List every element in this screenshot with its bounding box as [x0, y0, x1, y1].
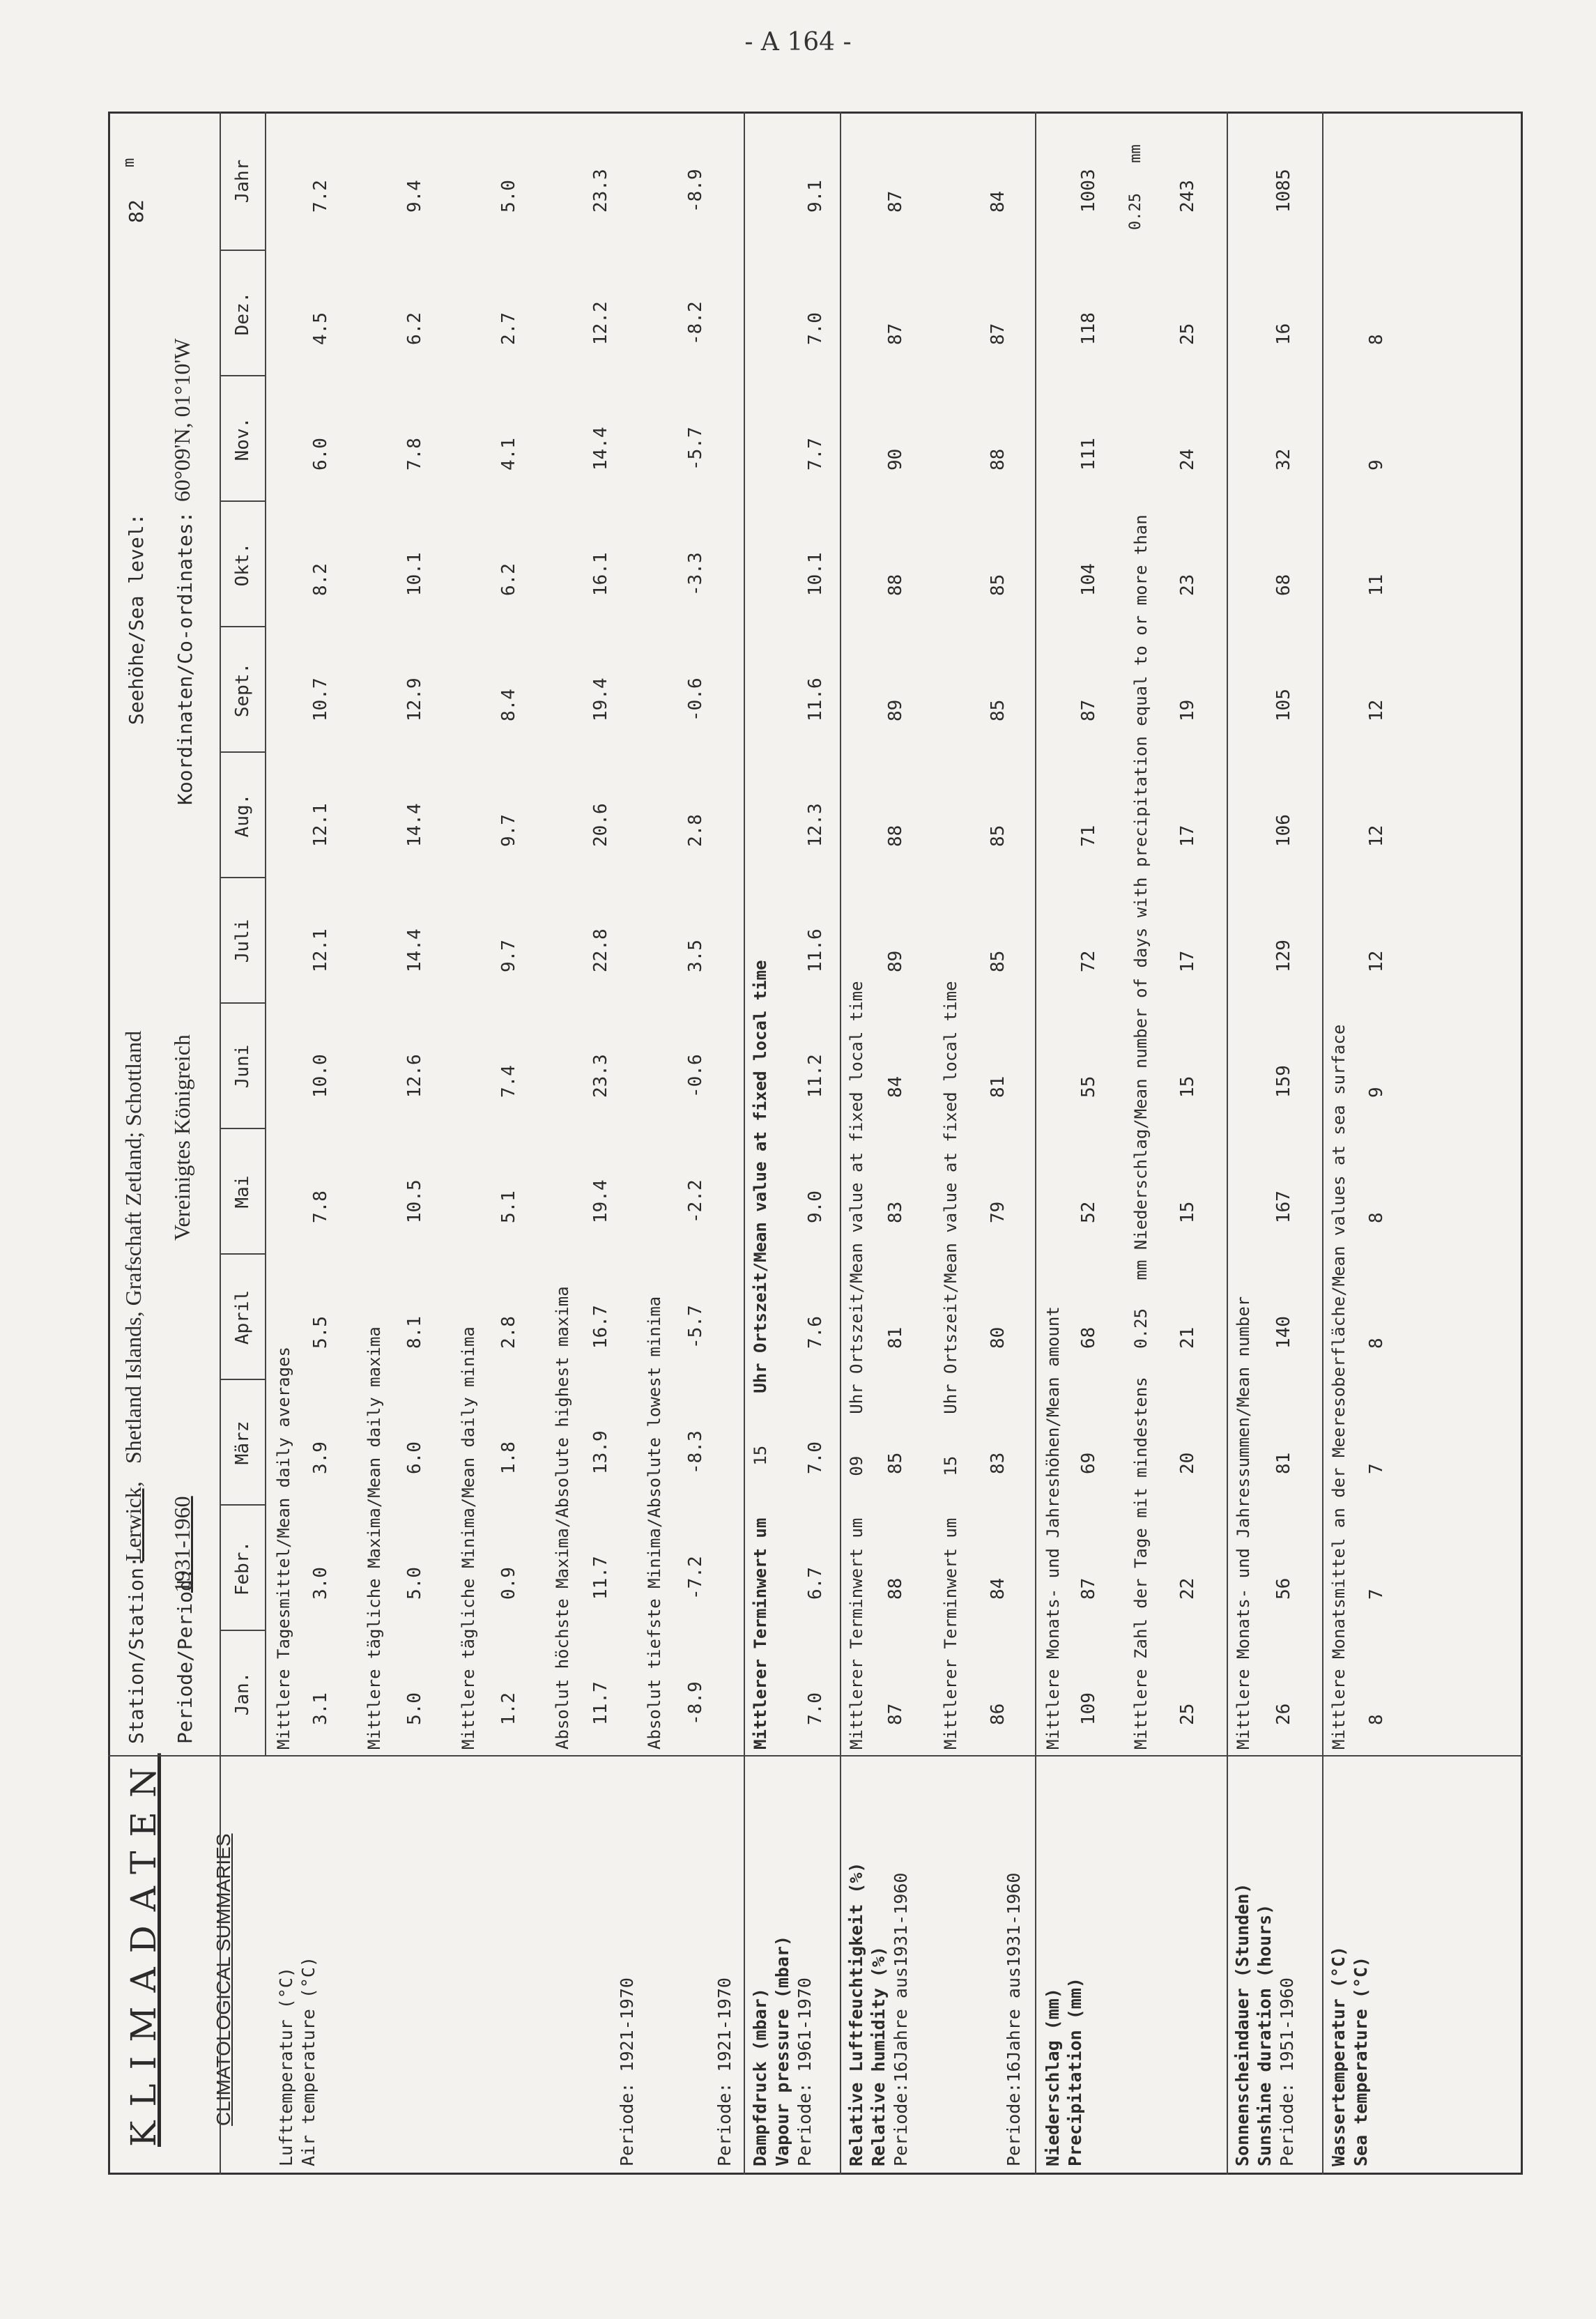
value-cell: 7	[1366, 1463, 1387, 1474]
value-cell: 11.7	[590, 1556, 611, 1600]
value-cell: 12	[1366, 699, 1387, 721]
value-cell: 7	[1366, 1589, 1387, 1600]
value-cell: 7.6	[805, 1316, 826, 1349]
month-dec: Dez.	[232, 291, 253, 336]
month-feb: Febr.	[232, 1540, 253, 1596]
sea-level-label: Seehöhe/Sea level:	[125, 513, 148, 725]
value-cell: 9	[1366, 1087, 1387, 1098]
climate-table-sheet	[108, 112, 1523, 2175]
value-cell: 159	[1273, 1065, 1294, 1098]
value-cell: 1085	[1273, 169, 1294, 213]
value-cell: 7.4	[498, 1065, 519, 1098]
value-cell: 16	[1273, 323, 1294, 345]
value-cell: 5.0	[404, 1692, 425, 1725]
humidity-title-b: Uhr Ortszeit/Mean value at fixed local time	[941, 981, 960, 1414]
humidity-title-15	[941, 981, 960, 1750]
country: Vereinigtes Königreich	[169, 1034, 194, 1241]
humidity-label	[845, 1862, 912, 2167]
value-cell: 21	[1177, 1326, 1198, 1349]
value-cell: 10.7	[310, 678, 331, 721]
value-cell: 118	[1078, 312, 1099, 345]
humidity-title-a: Mittlerer Terminwert um	[847, 1517, 866, 1750]
vapour-label-de: Dampfdruck (mbar)	[750, 1988, 770, 2166]
month-divider	[220, 1630, 265, 1631]
value-cell: 4.5	[310, 312, 331, 345]
value-cell: 10.5	[404, 1179, 425, 1223]
month-divider	[220, 1379, 265, 1380]
month-jan: Jan.	[232, 1671, 253, 1716]
humidity-title-b: Uhr Ortszeit/Mean value at fixed local time	[847, 981, 866, 1414]
value-cell: 15	[1177, 1076, 1198, 1098]
value-cell: -0.6	[685, 678, 706, 721]
value-cell: 19	[1177, 699, 1198, 721]
precip-days-title-b: mm Niederschlag/Mean number of days with precipitation equal to or more than	[1131, 514, 1151, 1280]
value-cell: 55	[1078, 1076, 1099, 1098]
month-divider	[220, 1253, 265, 1255]
value-cell: 6.0	[404, 1441, 425, 1474]
value-cell: 12.2	[590, 301, 611, 345]
value-cell: 22.8	[590, 928, 611, 972]
value-cell: 11.7	[590, 1681, 611, 1725]
row-values-abs-max	[590, 143, 614, 1753]
value-cell: 243	[1177, 180, 1198, 213]
month-apr: April	[232, 1289, 253, 1345]
sea-title: Mittlere Monatsmittel an der Meeresoberfläche/Mean values at sea surface	[1329, 1024, 1349, 1750]
value-cell: 80	[988, 1326, 1008, 1349]
month-may: Mai	[232, 1175, 253, 1209]
month-divider	[220, 751, 265, 753]
value-cell: 13.9	[590, 1430, 611, 1474]
precip-threshold-2-unit: mm	[1127, 144, 1144, 163]
value-cell: 6.2	[404, 312, 425, 345]
month-jul: Juli	[232, 919, 253, 963]
value-cell: 87	[988, 323, 1008, 345]
value-cell: -2.2	[685, 1179, 706, 1223]
coordinates-label: Koordinaten/Co-ordinates:	[174, 511, 197, 805]
precip-days-threshold-2	[1127, 144, 1144, 230]
value-cell: 5.5	[310, 1316, 331, 1349]
value-cell: 17	[1177, 950, 1198, 972]
section-divider	[744, 112, 745, 2175]
month-year: Jahr	[232, 159, 253, 204]
row-values-daily-max	[404, 143, 428, 1753]
row-title-mean-daily: Mittlere Tagesmittel/Mean daily averages	[274, 1347, 293, 1750]
row-title-daily-min: Mittlere tägliche Minima/Mean daily minima	[459, 1326, 478, 1750]
temp-period-abs-min: Periode: 1921-1970	[714, 1977, 735, 2166]
temp-period-abs-max: Periode: 1921-1970	[617, 1977, 637, 2166]
value-cell: 2.7	[498, 312, 519, 345]
vapour-title-a: Mittlerer Terminwert um	[751, 1517, 770, 1750]
sunshine-label	[1231, 1883, 1298, 2166]
value-cell: 106	[1273, 814, 1294, 847]
humidity-hour: 09	[847, 1455, 866, 1476]
value-cell: 105	[1273, 689, 1294, 721]
value-cell: 87	[885, 1703, 906, 1725]
month-divider	[220, 626, 265, 627]
value-cell: 20	[1177, 1452, 1198, 1474]
section-divider	[1322, 112, 1323, 2175]
value-cell: 81	[1273, 1452, 1294, 1474]
precip-threshold-2-value: 0.25	[1127, 193, 1144, 230]
value-cell: 52	[1078, 1201, 1099, 1223]
value-cell: 11.6	[805, 928, 826, 972]
value-cell: 8	[1366, 1338, 1387, 1349]
value-cell: 6.2	[498, 563, 519, 596]
value-cell: 1003	[1078, 169, 1099, 213]
value-cell: 81	[988, 1076, 1008, 1098]
value-cell: -8.3	[685, 1430, 706, 1474]
value-cell: 32	[1273, 448, 1294, 470]
value-cell: 25	[1177, 1703, 1198, 1725]
month-divider	[220, 375, 265, 376]
value-cell: 3.0	[310, 1567, 331, 1600]
value-cell: 83	[988, 1452, 1008, 1474]
value-cell: 89	[885, 950, 906, 972]
value-cell: 104	[1078, 563, 1099, 596]
value-cell: 109	[1078, 1692, 1099, 1725]
value-cell: 9.1	[805, 180, 826, 213]
value-cell: 12	[1366, 950, 1387, 972]
page-subtitle: CLIMATOLOGICAL SUMMARIES	[213, 1833, 234, 2126]
month-nov: Nov.	[232, 417, 253, 461]
value-cell: -8.9	[685, 1681, 706, 1725]
value-cell: -8.9	[685, 169, 706, 213]
precip-days-threshold: 0.25	[1131, 1308, 1151, 1349]
row-values-abs-min	[685, 143, 709, 1753]
value-cell: 85	[988, 950, 1008, 972]
value-cell: 16.1	[590, 552, 611, 596]
section-divider	[1227, 112, 1228, 2175]
value-cell: 23	[1177, 574, 1198, 596]
month-divider	[220, 1002, 265, 1004]
sea-level-unit: m	[121, 158, 138, 167]
value-cell: 68	[1273, 574, 1294, 596]
value-cell: 7.8	[310, 1191, 331, 1223]
value-cell: -7.2	[685, 1556, 706, 1600]
value-cell: 71	[1078, 825, 1099, 847]
sea-label-en: Sea temperature (°C)	[1351, 1956, 1371, 2166]
value-cell: 8.4	[498, 689, 519, 721]
value-cell: 88	[885, 574, 906, 596]
row-values-sea	[1366, 143, 1390, 1753]
row-title-daily-max: Mittlere tägliche Maxima/Mean daily maxima	[365, 1326, 384, 1750]
value-cell: 7.0	[805, 1441, 826, 1474]
value-cell: 23.3	[590, 169, 611, 213]
value-cell: 1.8	[498, 1441, 519, 1474]
value-cell: 6.7	[805, 1567, 826, 1600]
humidity-title-09	[847, 981, 866, 1750]
value-cell: 68	[1078, 1326, 1099, 1349]
vapour-title	[751, 960, 770, 1750]
sunshine-label-de: Sonnenscheindauer (Stunden)	[1232, 1883, 1252, 2166]
value-cell: 5.0	[498, 180, 519, 213]
value-cell: 24	[1177, 448, 1198, 470]
row-values-vapour	[805, 143, 829, 1753]
sunshine-title: Mittlere Monats- und Jahressummen/Mean number	[1234, 1296, 1253, 1750]
value-cell: 22	[1177, 1577, 1198, 1600]
precip-label-en: Precipitation (mm)	[1065, 1977, 1085, 2166]
value-cell: 83	[885, 1201, 906, 1223]
vapour-hour: 15	[751, 1445, 770, 1466]
value-cell: 14.4	[404, 803, 425, 847]
value-cell: 84	[988, 1577, 1008, 1600]
value-cell: 129	[1273, 940, 1294, 972]
section-divider	[1035, 112, 1036, 2175]
value-cell: 12	[1366, 825, 1387, 847]
month-oct: Okt.	[232, 542, 253, 587]
value-cell: 14.4	[590, 427, 611, 470]
temp-label-de: Lufttemperatur (°C)	[276, 1967, 296, 2166]
value-cell: 2.8	[498, 1316, 519, 1349]
row-title-abs-max: Absolut höchste Maxima/Absolute highest maxima	[553, 1286, 572, 1750]
row-values-mean-daily	[310, 143, 334, 1753]
value-cell: -0.6	[685, 1054, 706, 1098]
value-cell: 69	[1078, 1452, 1099, 1474]
value-cell: 12.6	[404, 1054, 425, 1098]
value-cell: 9.7	[498, 940, 519, 972]
precip-days-title	[1131, 514, 1151, 1750]
value-cell: 15	[1177, 1201, 1198, 1223]
value-cell: 87	[1078, 699, 1099, 721]
value-cell: 7.0	[805, 1692, 826, 1725]
humidity-period-1: Periode:16Jahre aus1931-1960	[891, 1872, 911, 2166]
value-cell: 12.9	[404, 678, 425, 721]
vapour-title-b: Uhr Ortszeit/Mean value at fixed local time	[751, 960, 770, 1393]
value-cell: 3.5	[685, 940, 706, 972]
value-cell: 87	[885, 190, 906, 213]
month-divider	[220, 1504, 265, 1506]
value-cell: -8.2	[685, 301, 706, 345]
value-cell: 19.4	[590, 678, 611, 721]
humidity-period-2: Periode:16Jahre aus1931-1960	[1004, 1872, 1024, 2166]
value-cell: 85	[885, 1452, 906, 1474]
vapour-label-en: Vapour pressure (mbar)	[772, 1935, 792, 2166]
value-cell: 8	[1366, 1714, 1387, 1725]
value-cell: 88	[885, 1577, 906, 1600]
value-cell: 89	[885, 699, 906, 721]
row-title-abs-min: Absolut tiefste Minima/Absolute lowest minima	[645, 1296, 664, 1750]
vapour-period: Periode: 1961-1970	[795, 1977, 815, 2166]
value-cell: 8.2	[310, 563, 331, 596]
value-cell: 7.8	[404, 438, 425, 470]
value-cell: 1.2	[498, 1692, 519, 1725]
month-jun: Juni	[232, 1044, 253, 1089]
precip-amount-title: Mittlere Monats- und Jahreshöhen/Mean amount	[1043, 1306, 1063, 1750]
value-cell: 25	[1177, 323, 1198, 345]
row-values-humidity-15	[988, 143, 1011, 1753]
value-cell: 8	[1366, 334, 1387, 345]
month-divider	[220, 877, 265, 878]
label-column-divider	[108, 1755, 1523, 1757]
value-cell: 88	[885, 825, 906, 847]
value-cell: 5.0	[404, 1567, 425, 1600]
value-cell: 4.1	[498, 438, 519, 470]
value-cell: 8	[1366, 1212, 1387, 1223]
sunshine-period: Periode: 1951-1960	[1277, 1977, 1297, 2166]
value-cell: 19.4	[590, 1179, 611, 1223]
value-cell: 90	[885, 448, 906, 470]
value-cell: 9	[1366, 459, 1387, 470]
value-cell: 9.7	[498, 814, 519, 847]
value-cell: 84	[885, 1076, 906, 1098]
value-cell: 111	[1078, 438, 1099, 470]
sea-label-de: Wassertemperatur (°C)	[1328, 1945, 1349, 2166]
humidity-hour: 15	[941, 1455, 960, 1476]
value-cell: 20.6	[590, 803, 611, 847]
month-mar: März	[232, 1421, 253, 1465]
value-cell: -5.7	[685, 427, 706, 470]
value-cell: 12.1	[310, 928, 331, 972]
value-cell: 87	[1078, 1577, 1099, 1600]
value-cell: 7.2	[310, 180, 331, 213]
temp-label-en: Air temperature (°C)	[298, 1956, 319, 2166]
value-cell: 10.0	[310, 1054, 331, 1098]
value-cell: 23.3	[590, 1054, 611, 1098]
precip-label	[1042, 1977, 1087, 2166]
value-cell: 167	[1273, 1191, 1294, 1223]
precip-label-de: Niederschlag (mm)	[1043, 1988, 1063, 2166]
coordinates-value: 60°09'N, 01°10'W	[169, 338, 194, 502]
humidity-title-a: Mittlerer Terminwert um	[941, 1517, 960, 1750]
value-cell: 11.6	[805, 678, 826, 721]
value-cell: 3.1	[310, 1692, 331, 1725]
station-label: Station/Station:	[125, 1556, 148, 1744]
sea-label	[1328, 1946, 1372, 2166]
month-row-divider	[265, 112, 266, 1757]
value-cell: 84	[988, 190, 1008, 213]
value-cell: 86	[988, 1703, 1008, 1725]
month-aug: Aug.	[232, 793, 253, 838]
humidity-label-de: Relative Luftfeuchtigkeit (%)	[846, 1862, 866, 2166]
row-values-precip-amount	[1078, 143, 1102, 1753]
sunshine-label-en: Sunshine duration (hours)	[1254, 1904, 1275, 2166]
period-label: Periode/Period:	[174, 1568, 197, 1744]
row-values-precip-days	[1177, 143, 1201, 1753]
value-cell: 85	[988, 825, 1008, 847]
row-values-humidity-09	[885, 143, 909, 1753]
month-divider	[220, 250, 265, 251]
value-cell: 79	[988, 1201, 1008, 1223]
value-cell: -3.3	[685, 552, 706, 596]
precip-days-title-a: Mittlere Zahl der Tage mit mindestens	[1131, 1377, 1151, 1750]
value-cell: 11	[1366, 574, 1387, 596]
humidity-label-en: Relative humidity (%)	[868, 1945, 889, 2166]
sea-level-value: 82	[125, 199, 148, 223]
value-cell: 72	[1078, 950, 1099, 972]
page-title: KLIMADATEN	[123, 1753, 164, 2147]
value-cell: 17	[1177, 825, 1198, 847]
value-cell: 11.2	[805, 1054, 826, 1098]
value-cell: 5.1	[498, 1191, 519, 1223]
station-detail: Shetland Islands, Grafschaft Zetland; Schottland	[121, 1030, 146, 1464]
row-values-daily-min	[498, 143, 522, 1753]
row-values-sunshine	[1273, 143, 1297, 1753]
month-divider	[220, 500, 265, 502]
value-cell: 12.1	[310, 803, 331, 847]
value-cell: 140	[1273, 1316, 1294, 1349]
value-cell: 3.9	[310, 1441, 331, 1474]
value-cell: 7.7	[805, 438, 826, 470]
value-cell: 6.0	[310, 438, 331, 470]
header-divider	[220, 112, 221, 2175]
value-cell: 9.4	[404, 180, 425, 213]
value-cell: -5.7	[685, 1305, 706, 1349]
value-cell: 8.1	[404, 1316, 425, 1349]
value-cell: 85	[988, 574, 1008, 596]
value-cell: 12.3	[805, 803, 826, 847]
value-cell: 26	[1273, 1703, 1294, 1725]
page-number: - A 164 -	[744, 28, 852, 56]
value-cell: 56	[1273, 1577, 1294, 1600]
section-divider	[840, 112, 841, 2175]
value-cell: 9.0	[805, 1191, 826, 1223]
value-cell: 10.1	[805, 552, 826, 596]
value-cell: 7.0	[805, 312, 826, 345]
period-value: 1931-1960	[169, 1496, 194, 1593]
value-cell: 85	[988, 699, 1008, 721]
value-cell: 81	[885, 1326, 906, 1349]
value-cell: 2.8	[685, 814, 706, 847]
month-sep: Sept.	[232, 662, 253, 718]
value-cell: 87	[885, 323, 906, 345]
vapour-label	[749, 1936, 816, 2166]
station-name: Lerwick,	[121, 1481, 146, 1561]
value-cell: 10.1	[404, 552, 425, 596]
month-divider	[220, 1128, 265, 1129]
value-cell: 0.9	[498, 1567, 519, 1600]
temp-label	[275, 1957, 320, 2166]
value-cell: 88	[988, 448, 1008, 470]
value-cell: 16.7	[590, 1305, 611, 1349]
value-cell: 14.4	[404, 928, 425, 972]
